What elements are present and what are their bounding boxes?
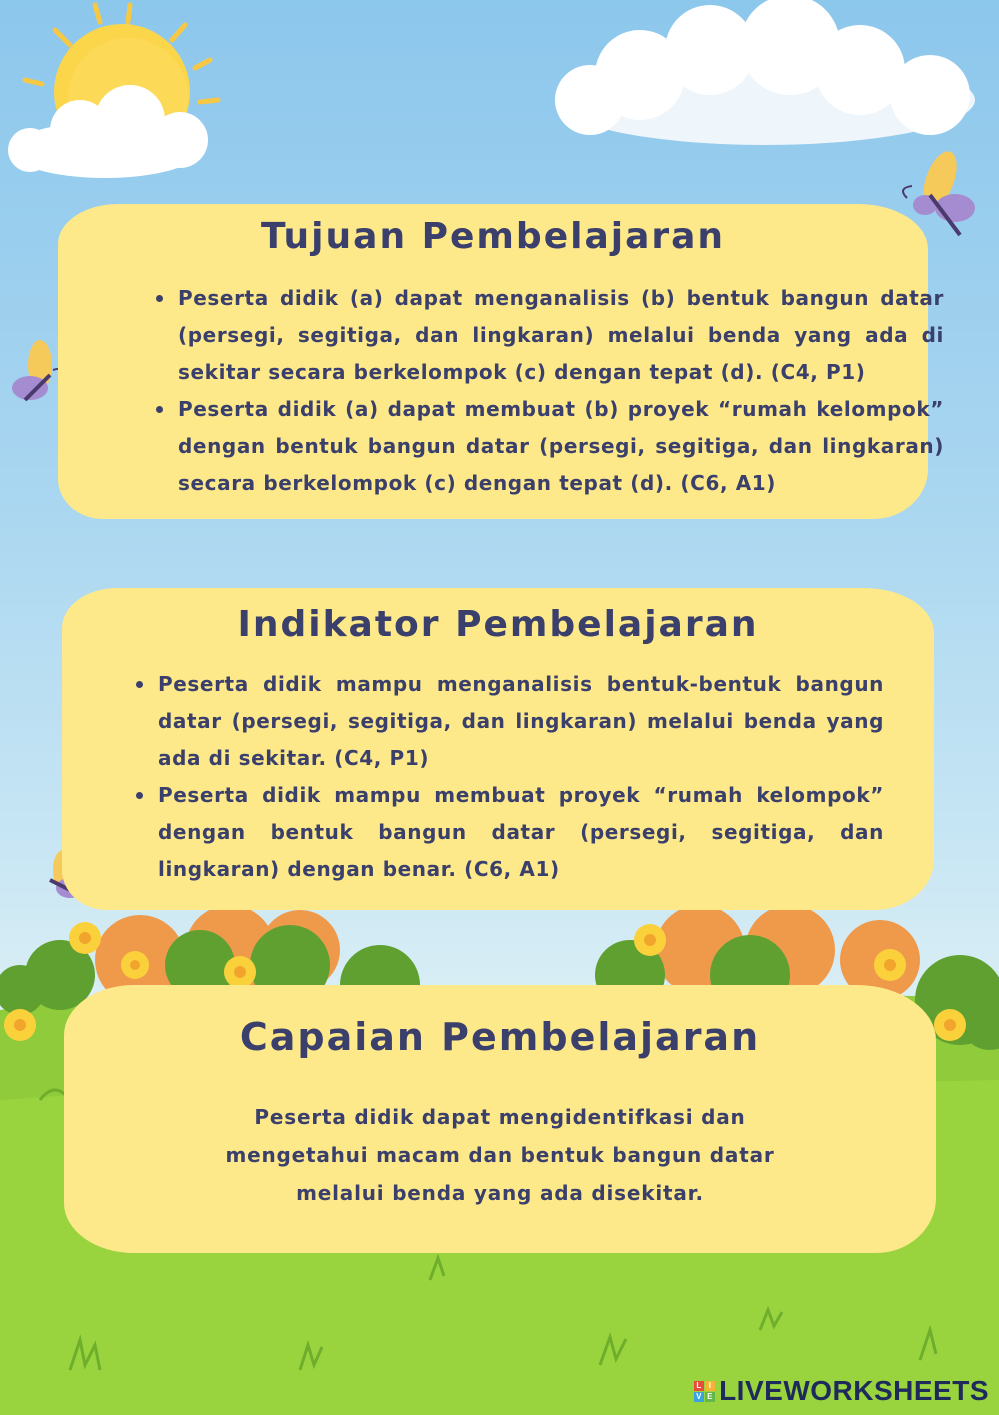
list-item: Peserta didik mampu menganalisis bentuk-bentuk bangun datar (persegi, segitiga, dan lingkaran) melalui benda yang ada di sekitar. (C4, P1) — [158, 666, 884, 777]
indikator-list — [158, 666, 884, 888]
indikator-title: Indikator Pembelajaran — [237, 604, 759, 645]
bullet-icon — [156, 406, 163, 413]
indikator-card — [62, 588, 934, 910]
bullet-icon — [136, 792, 143, 799]
bullet-icon — [156, 295, 163, 302]
capaian-card — [64, 985, 936, 1253]
cloud-icon — [555, 0, 975, 145]
list-item: Peserta didik (a) dapat membuat (b) proyek “rumah kelompok” dengan bentuk bangun datar (persegi, segitiga, dan lingkaran) secara berkelompok (c) dengan tepat (d). (C6, A1) — [178, 391, 944, 502]
list-item: Peserta didik mampu membuat proyek “rumah kelompok” dengan bentuk bangun datar (persegi, segitiga, dan lingkaran) dengan benar. (C6, A1) — [158, 777, 884, 888]
capaian-title: Capaian Pembelajaran — [239, 1015, 761, 1059]
capaian-text: Peserta didik dapat mengidentifkasi dan mengetahui macam dan bentuk bangun datar melalui benda yang ada disekitar. — [225, 1105, 775, 1205]
bullet-icon — [136, 681, 143, 688]
brand-name: LIVEWORKSHEETS — [719, 1375, 989, 1406]
butterfly-icon — [12, 340, 64, 400]
tujuan-title: Tujuan Pembelajaran — [260, 216, 726, 257]
tujuan-list — [178, 280, 944, 502]
liveworksheets-logo[interactable] — [694, 1375, 989, 1407]
live-icon: L I V E — [694, 1381, 715, 1402]
list-item: Peserta didik (a) dapat menganalisis (b) bentuk bangun datar (persegi, segitiga, dan lingkaran) melalui benda yang ada di sekitar secara berkelompok (c) dengan tepat (d). (C4, P1) — [178, 280, 944, 391]
tujuan-card — [58, 204, 944, 519]
